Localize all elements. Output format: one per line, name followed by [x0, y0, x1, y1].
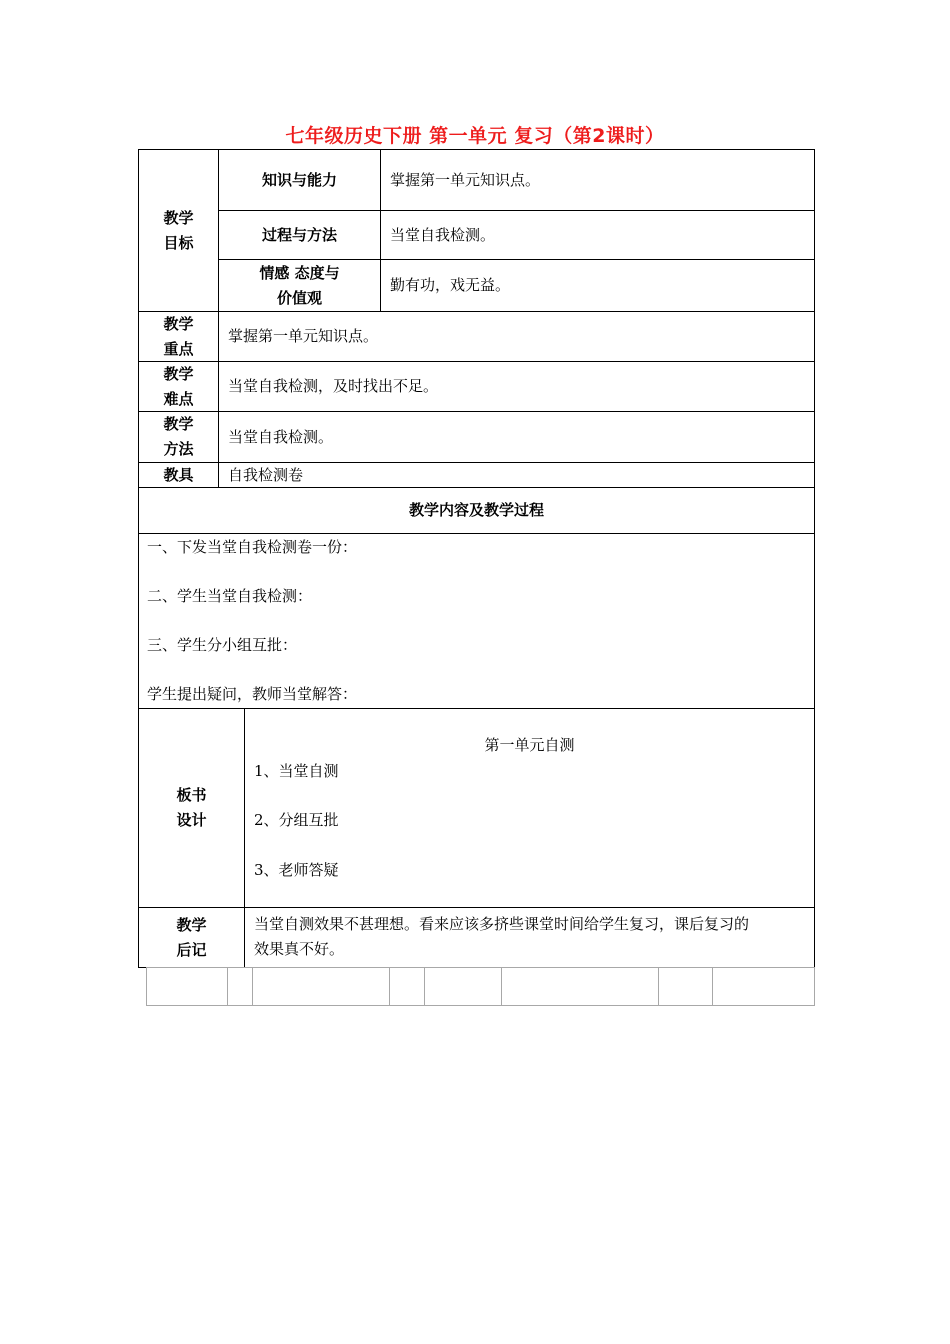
- key-points-label-line1: 教学: [163, 314, 194, 333]
- board-label-line2: 设计: [176, 811, 207, 829]
- board-item: 3、老师答疑: [254, 861, 339, 879]
- objective-attitude-label-line2: 价值观: [276, 288, 322, 307]
- objective-attitude-content: 勤有功，戏无益。: [390, 276, 511, 294]
- reflection-label-line2: 后记: [176, 940, 207, 959]
- methods-label-line2: 方法: [163, 440, 194, 458]
- tools-content: 自我检测卷: [228, 465, 304, 484]
- methods-label: [139, 412, 218, 462]
- process-step: 学生提出疑问，教师当堂解答：: [147, 685, 358, 703]
- objective-process-content: 当堂自我检测。: [390, 225, 496, 244]
- objective-knowledge-label: 知识与能力: [261, 170, 337, 189]
- key-points-label-line2: 重点: [163, 339, 194, 358]
- process-step: 二、学生当堂自我检测：: [147, 587, 313, 605]
- reflection-label-line1: 教学: [176, 915, 207, 934]
- objectives-label-line1: 教学: [163, 208, 194, 227]
- reflection-line: 当堂自测效果不甚理想。看来应该多挤些课堂时间给学生复习，课后复习的: [254, 915, 750, 933]
- board-label: [139, 709, 244, 907]
- difficulties-label-line2: 难点: [163, 389, 194, 408]
- objectives-label: [139, 150, 218, 311]
- methods-content: 当堂自我检测。: [228, 427, 334, 446]
- tools-label: 教具: [163, 465, 194, 484]
- process-step: 三、学生分小组互批：: [147, 636, 298, 654]
- reflection-label: [139, 908, 244, 967]
- difficulties-content: 当堂自我检测，及时找出不足。: [228, 377, 439, 395]
- objective-attitude-label: [219, 260, 380, 311]
- key-points-content: 掌握第一单元知识点。: [228, 327, 379, 345]
- objective-process-label: 过程与方法: [261, 225, 337, 244]
- board-item: 1、当堂自测: [254, 762, 339, 780]
- objective-attitude-label-line1: 情感 态度与: [259, 263, 340, 282]
- board-item: 2、分组互批: [254, 811, 339, 829]
- key-points-label: [139, 312, 218, 361]
- board-heading: 第一单元自测: [484, 736, 575, 754]
- board-label-line1: 板书: [176, 786, 207, 804]
- reflection-line: 效果真不好。: [254, 940, 345, 958]
- difficulties-label-line1: 教学: [163, 364, 194, 383]
- document-title: 七年级历史下册 第一单元 复习（第2课时）: [285, 125, 665, 147]
- objective-knowledge-content: 掌握第一单元知识点。: [390, 170, 541, 189]
- objectives-label-line2: 目标: [163, 233, 194, 252]
- process-heading: 教学内容及教学过程: [408, 501, 544, 519]
- methods-label-line1: 教学: [163, 415, 194, 433]
- difficulties-label: [139, 362, 218, 411]
- process-step: 一、下发当堂自我检测卷一份：: [147, 538, 358, 556]
